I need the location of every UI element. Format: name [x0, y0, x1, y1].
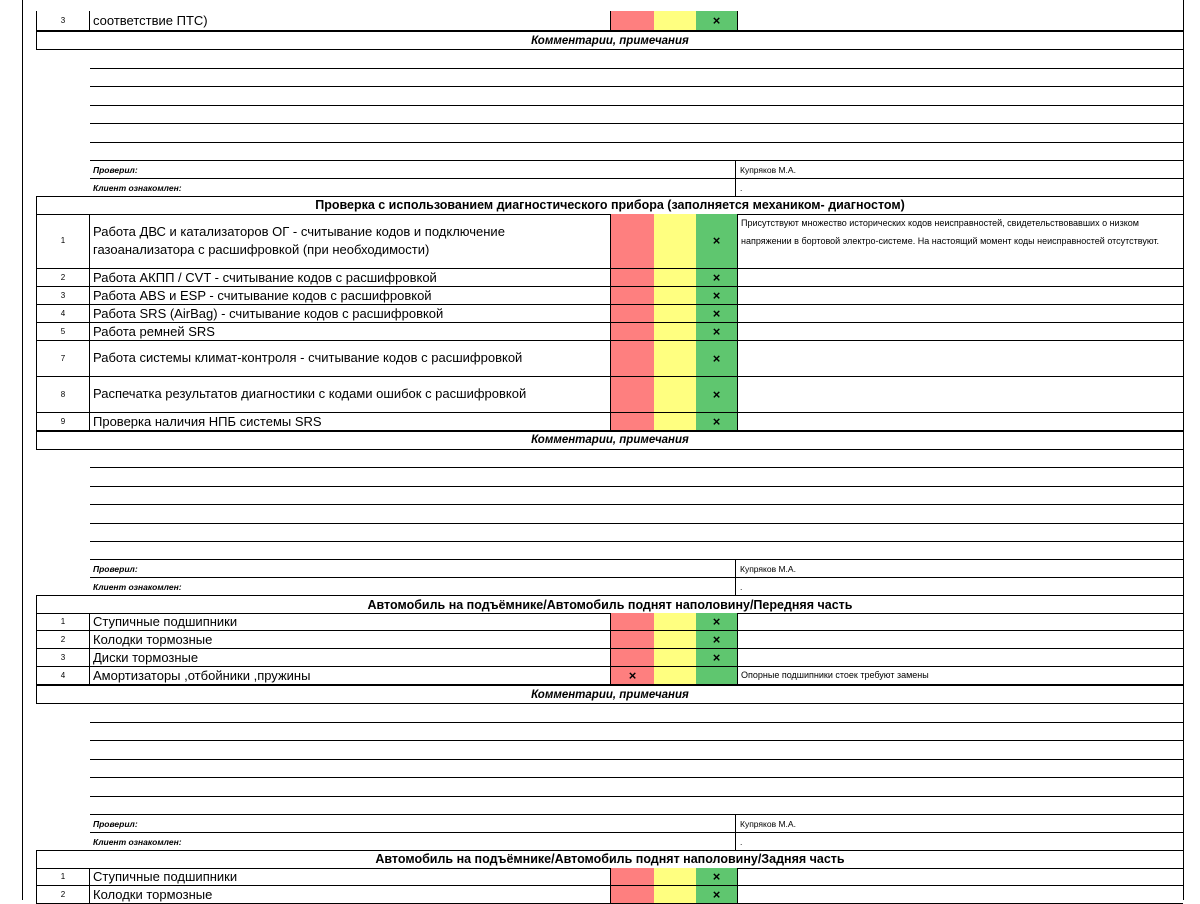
- status-warn-cell: [654, 11, 696, 30]
- status-ok-cell: [696, 214, 738, 268]
- client-ack-value: .: [735, 833, 1188, 851]
- check-row: [36, 886, 1183, 904]
- status-ok-cell: [696, 649, 738, 666]
- comments-heading: Комментарии, примечания: [36, 685, 1183, 704]
- status-bad-cell: [610, 613, 654, 630]
- row-description: Работа ДВС и катализаторов ОГ - считывание кодов и подключение газоанализатора с расшифровкой (при необходимости): [93, 223, 505, 257]
- status-x-mark: ×: [712, 305, 721, 321]
- row-description: Ступичные подшипники: [93, 614, 238, 629]
- status-warn-cell: [654, 341, 696, 376]
- row-number: 4: [36, 667, 90, 684]
- status-x-mark: ×: [712, 269, 721, 285]
- row-number: 1: [36, 214, 90, 268]
- status-x-mark: ×: [712, 886, 721, 902]
- row-number: 4: [36, 305, 90, 322]
- client-ack-row: [90, 577, 1183, 596]
- sheet-left-border: [22, 0, 23, 900]
- comment-line: [90, 722, 1183, 723]
- status-warn-cell: [654, 613, 696, 630]
- comment-line: [90, 486, 1183, 487]
- checked-by-label: Проверил:: [93, 564, 138, 574]
- client-ack-row: [90, 832, 1183, 851]
- check-row: [36, 287, 1183, 305]
- check-row: [36, 11, 1183, 31]
- status-bad-cell: [610, 214, 654, 268]
- comments-heading: Комментарии, примечания: [36, 431, 1183, 450]
- status-x-mark: ×: [712, 413, 721, 429]
- status-ok-cell: [696, 305, 738, 322]
- check-row: [36, 868, 1183, 886]
- status-ok-cell: [696, 413, 738, 430]
- status-ok-cell: [696, 613, 738, 630]
- client-ack-label: Клиент ознакомлен:: [93, 182, 182, 193]
- comment-line: [90, 504, 1183, 505]
- status-warn-cell: [654, 287, 696, 304]
- check-row: [36, 667, 1183, 685]
- status-bad-cell: [610, 287, 654, 304]
- row-description: Работа системы климат-контроля - считывание кодов с расшифровкой: [93, 350, 523, 365]
- row-number: 1: [36, 613, 90, 630]
- client-ack-value: .: [735, 578, 1188, 596]
- checked-by-value: Купряков М.А.: [735, 560, 1188, 578]
- status-ok-cell: [696, 269, 738, 286]
- status-x-mark: ×: [712, 614, 721, 629]
- status-bad-cell: [610, 269, 654, 286]
- row-note: Опорные подшипники стоек требуют замены: [741, 670, 929, 681]
- row-number: 8: [36, 377, 90, 412]
- row-number: 9: [36, 413, 90, 430]
- client-ack-label: Клиент ознакомлен:: [93, 582, 182, 592]
- comment-line: [90, 123, 1183, 124]
- row-number: 2: [36, 631, 90, 648]
- status-bad-cell: [610, 305, 654, 322]
- comment-line: [90, 105, 1183, 106]
- sheet-right-border: [1183, 0, 1184, 900]
- row-description: Работа ABS и ESP - считывание кодов с расшифровкой: [93, 287, 432, 303]
- status-warn-cell: [654, 377, 696, 412]
- row-number: 3: [36, 11, 90, 30]
- row-number: 2: [36, 269, 90, 286]
- checked-by-label: Проверил:: [93, 164, 138, 175]
- checked-by-row: [90, 814, 1183, 833]
- client-ack-row: [90, 178, 1183, 197]
- row-description: Ступичные подшипники: [93, 868, 238, 884]
- row-description: Колодки тормозные: [93, 886, 213, 902]
- status-ok-cell: [696, 631, 738, 648]
- row-description: Диски тормозные: [93, 650, 199, 665]
- row-number: 1: [36, 868, 90, 885]
- checked-by-value: Купряков М.А.: [735, 815, 1188, 833]
- row-description: Колодки тормозные: [93, 632, 213, 647]
- status-x-mark: ×: [712, 350, 721, 366]
- comment-line: [90, 467, 1183, 468]
- status-warn-cell: [654, 868, 696, 885]
- status-ok-cell: [696, 868, 738, 885]
- status-ok-cell: [696, 667, 738, 684]
- checked-by-row: [90, 160, 1183, 179]
- status-ok-cell: [696, 377, 738, 412]
- check-row: [36, 214, 1183, 269]
- status-warn-cell: [654, 305, 696, 322]
- row-number: 7: [36, 341, 90, 376]
- status-warn-cell: [654, 649, 696, 666]
- status-warn-cell: [654, 269, 696, 286]
- status-x-mark: ×: [712, 386, 721, 402]
- checked-by-label: Проверил:: [93, 818, 138, 829]
- comment-line: [90, 541, 1183, 542]
- status-bad-cell: [610, 868, 654, 885]
- section-title: Автомобиль на подъёмнике/Автомобиль поднят наполовину/Задняя часть: [36, 850, 1183, 869]
- comment-line: [90, 142, 1183, 143]
- status-x-mark: ×: [712, 233, 721, 248]
- status-x-mark: ×: [712, 868, 721, 884]
- status-bad-cell: [610, 649, 654, 666]
- row-description: соответствие ПТС): [93, 13, 208, 28]
- check-row: [36, 305, 1183, 323]
- status-x-mark: ×: [712, 650, 721, 665]
- status-warn-cell: [654, 667, 696, 684]
- check-row: [36, 323, 1183, 341]
- check-row: [36, 631, 1183, 649]
- row-description: Проверка наличия НПБ системы SRS: [93, 413, 322, 429]
- check-row: [36, 377, 1183, 413]
- status-ok-cell: [696, 287, 738, 304]
- row-number: 2: [36, 886, 90, 903]
- comment-line: [90, 86, 1183, 87]
- status-warn-cell: [654, 214, 696, 268]
- status-x-mark: ×: [712, 13, 721, 28]
- check-row: [36, 269, 1183, 287]
- status-bad-cell: [610, 11, 654, 30]
- row-number: 3: [36, 649, 90, 666]
- comment-line: [90, 68, 1183, 69]
- status-x-mark: ×: [628, 668, 637, 683]
- comment-line: [90, 759, 1183, 760]
- client-ack-label: Клиент ознакомлен:: [93, 836, 182, 847]
- status-warn-cell: [654, 631, 696, 648]
- row-description: Амортизаторы ,отбойники ,пружины: [93, 668, 311, 683]
- checked-by-value: Купряков М.А.: [735, 161, 1188, 179]
- section-title: Проверка с использованием диагностического прибора (заполняется механиком- диагностом): [36, 196, 1183, 215]
- row-description: Работа SRS (AirBag) - считывание кодов с расшифровкой: [93, 305, 444, 321]
- status-x-mark: ×: [712, 632, 721, 647]
- check-row: [36, 649, 1183, 667]
- row-description: Работа ремней SRS: [93, 323, 215, 339]
- check-row: [36, 341, 1183, 377]
- status-bad-cell: [610, 667, 654, 684]
- check-row: [36, 613, 1183, 631]
- row-number: 5: [36, 323, 90, 340]
- row-description: Распечатка результатов диагностики с кодами ошибок с расшифровкой: [93, 386, 527, 401]
- status-ok-cell: [696, 323, 738, 340]
- status-warn-cell: [654, 413, 696, 430]
- status-bad-cell: [610, 413, 654, 430]
- comment-line: [90, 796, 1183, 797]
- section-title: Автомобиль на подъёмнике/Автомобиль поднят наполовину/Передняя часть: [36, 595, 1183, 614]
- client-ack-value: .: [735, 179, 1188, 197]
- status-ok-cell: [696, 341, 738, 376]
- checked-by-row: [90, 559, 1183, 578]
- section-note: Присутствуют множество исторических кодов неисправностей, свидетельствовавших о низком напряжении в бортовой электро-системе. На настоящий момент коды неисправностей отсутствуют.: [741, 217, 1160, 246]
- row-description: Работа АКПП / CVT - считывание кодов с расшифровкой: [93, 269, 437, 285]
- status-bad-cell: [610, 377, 654, 412]
- status-bad-cell: [610, 323, 654, 340]
- status-x-mark: ×: [712, 323, 721, 339]
- status-warn-cell: [654, 323, 696, 340]
- comments-heading: Комментарии, примечания: [36, 31, 1183, 50]
- status-bad-cell: [610, 341, 654, 376]
- check-row: [36, 413, 1183, 431]
- status-ok-cell: [696, 11, 738, 30]
- comment-line: [90, 777, 1183, 778]
- row-number: 3: [36, 287, 90, 304]
- comment-line: [90, 523, 1183, 524]
- comment-line: [90, 740, 1183, 741]
- status-x-mark: ×: [712, 287, 721, 303]
- status-bad-cell: [610, 631, 654, 648]
